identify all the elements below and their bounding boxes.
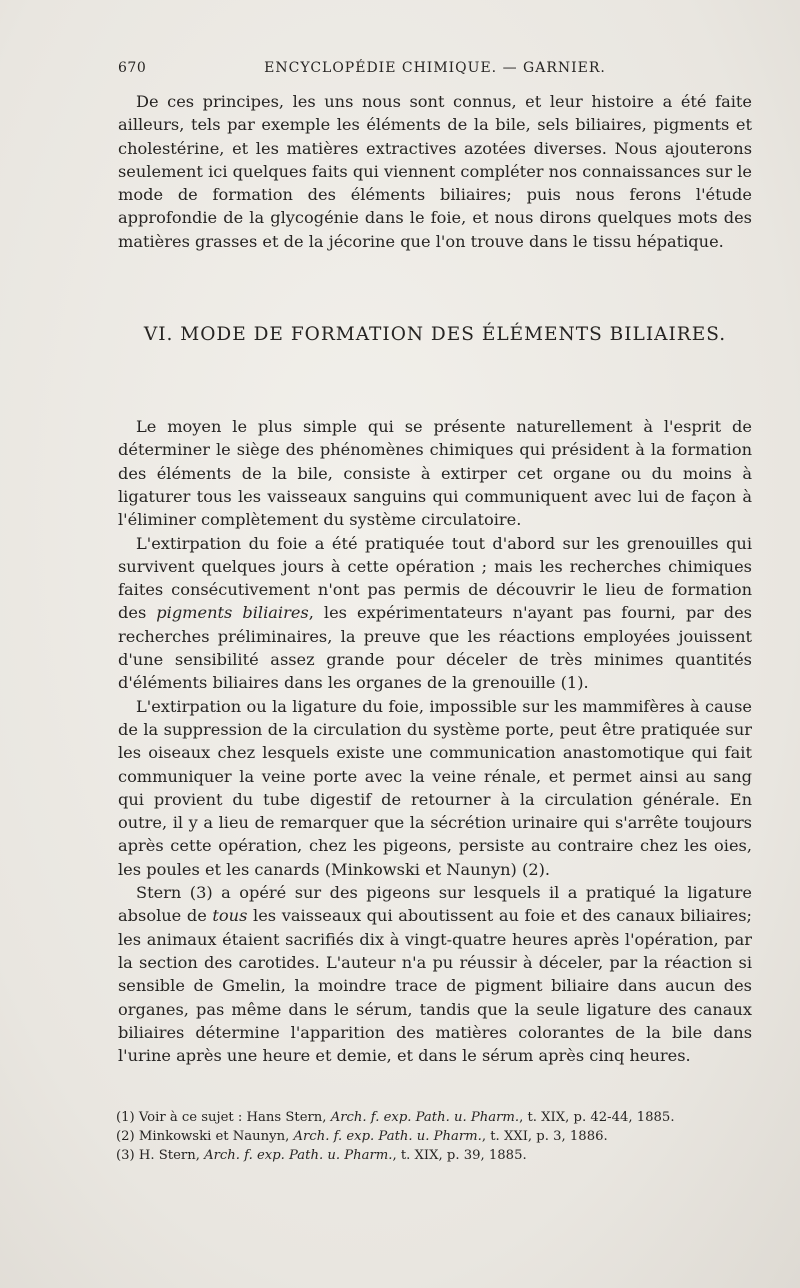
page-number: 670 [118, 60, 147, 76]
footnote-1-text-b: , t. XIX, p. 42-44, 1885. [519, 1110, 675, 1125]
intro-paragraph: De ces principes, les uns nous sont connus, et leur histoire a été faite ailleurs, tels par exemple les éléments de la bile, sels biliaires, pigments et cholestérine, et les matières extractives azotées diverses. Nous ajouterons seulement ici quelques faits qui viennent compléter nos connaissances sur le mode de formation des éléments biliaires; puis nous ferons l'étude approfondie de la glycogénie dans le foie, et nous dirons quelques mots des matières grasses et de la jécorine que l'on trouve dans le tissu hépatique. [118, 92, 752, 251]
paragraph-4 [118, 881, 752, 1067]
paragraph-2 [118, 532, 752, 695]
paragraph-4-italic: tous [212, 906, 248, 926]
footnote-3-text-a: (3) H. Stern, [116, 1148, 205, 1163]
paragraph-4-text-a: Stern (3) a opéré sur des pigeons sur lesquels il a pratiqué la ligature absolue de [118, 883, 752, 926]
paragraph-4-text-b: les vaisseaux qui aboutissent au foie et des canaux biliaires; les animaux étaient sacrifiés dix à vingt-quatre heures après l'opération, par la section des carotides. L'auteur n'a pu réussir à déceler, par la réaction si sensible de Gmelin, la moindre trace de pigment biliaire dans aucun des organes, pas même dans le sérum, tandis que la seule ligature des canaux biliaires détermine l'apparition des matières colorantes de la bile dans l'urine après une heure et demie, et dans le sérum après cinq heures. [118, 906, 752, 1066]
footnote-3-text-b: , t. XIX, p. 39, 1885. [392, 1148, 527, 1163]
footnote-1-journal: Arch. f. exp. Path. u. Pharm. [330, 1110, 520, 1125]
footnote-3-journal: Arch. f. exp. Path. u. Pharm. [204, 1148, 393, 1163]
footnote-2-journal: Arch. f. exp. Path. u. Pharm. [293, 1129, 482, 1144]
footnote-1 [116, 1108, 766, 1127]
paragraph-2-text-b: , les expérimentateurs n'ayant pas fourni, par des recherches préliminaires, la preuve que les réactions employées jouissent d'une sensibilité assez grande pour déceler de très minimes quantités d'éléments biliaires dans les organes de la grenouille (1). [118, 603, 752, 693]
paragraph-2-italic: pigments biliaires [156, 603, 309, 623]
footnote-2-text-b: , t. XXI, p. 3, 1886. [481, 1129, 608, 1144]
footnote-1-text-a: (1) Voir à ce sujet : Hans Stern, [116, 1110, 331, 1125]
page-body [118, 90, 752, 1067]
footnote-3 [116, 1146, 766, 1165]
footnote-2-text-a: (2) Minkowski et Naunyn, [116, 1129, 294, 1144]
paragraph-1: Le moyen le plus simple qui se présente naturellement à l'esprit de déterminer le siège des phénomènes chimiques qui président à la formation des éléments de la bile, consiste à extirper cet organe ou du moins à ligaturer tous les vaisseaux sanguins qui communiquent avec lui de façon à l'éliminer complètement du système circulatoire. [118, 417, 752, 530]
paragraph-3: L'extirpation ou la ligature du foie, impossible sur les mammifères à cause de la suppression de la circulation du système porte, peut être pratiquée sur les oiseaux chez lesquels existe une communication anastomotique qui fait communiquer la veine porte avec la veine rénale, et permet ainsi au sang qui provient du tube digestif de retourner à la circulation générale. En outre, il y a lieu de remarquer que la sécrétion urinaire qui s'arrête toujours après cette opération, chez les pigeons, persiste au contraire chez les oies, les poules et les canards (Minkowski et Naunyn) (2). [118, 696, 752, 879]
footnotes [116, 1108, 766, 1165]
paragraph-2-text-a: L'extirpation du foie a été pratiquée tout d'abord sur les grenouilles qui survivent quelques jours à cette opération ; mais les recherches chimiques faites consécutivement n'ont pas permis de découvrir le lieu de formation des [118, 533, 752, 623]
page-header [118, 60, 752, 82]
footnote-2 [116, 1127, 766, 1146]
section-title: VI. MODE DE FORMATION DES ÉLÉMENTS BILIAIRES. [143, 324, 727, 346]
running-title: ENCYCLOPÉDIE CHIMIQUE. — GARNIER. [264, 60, 606, 76]
